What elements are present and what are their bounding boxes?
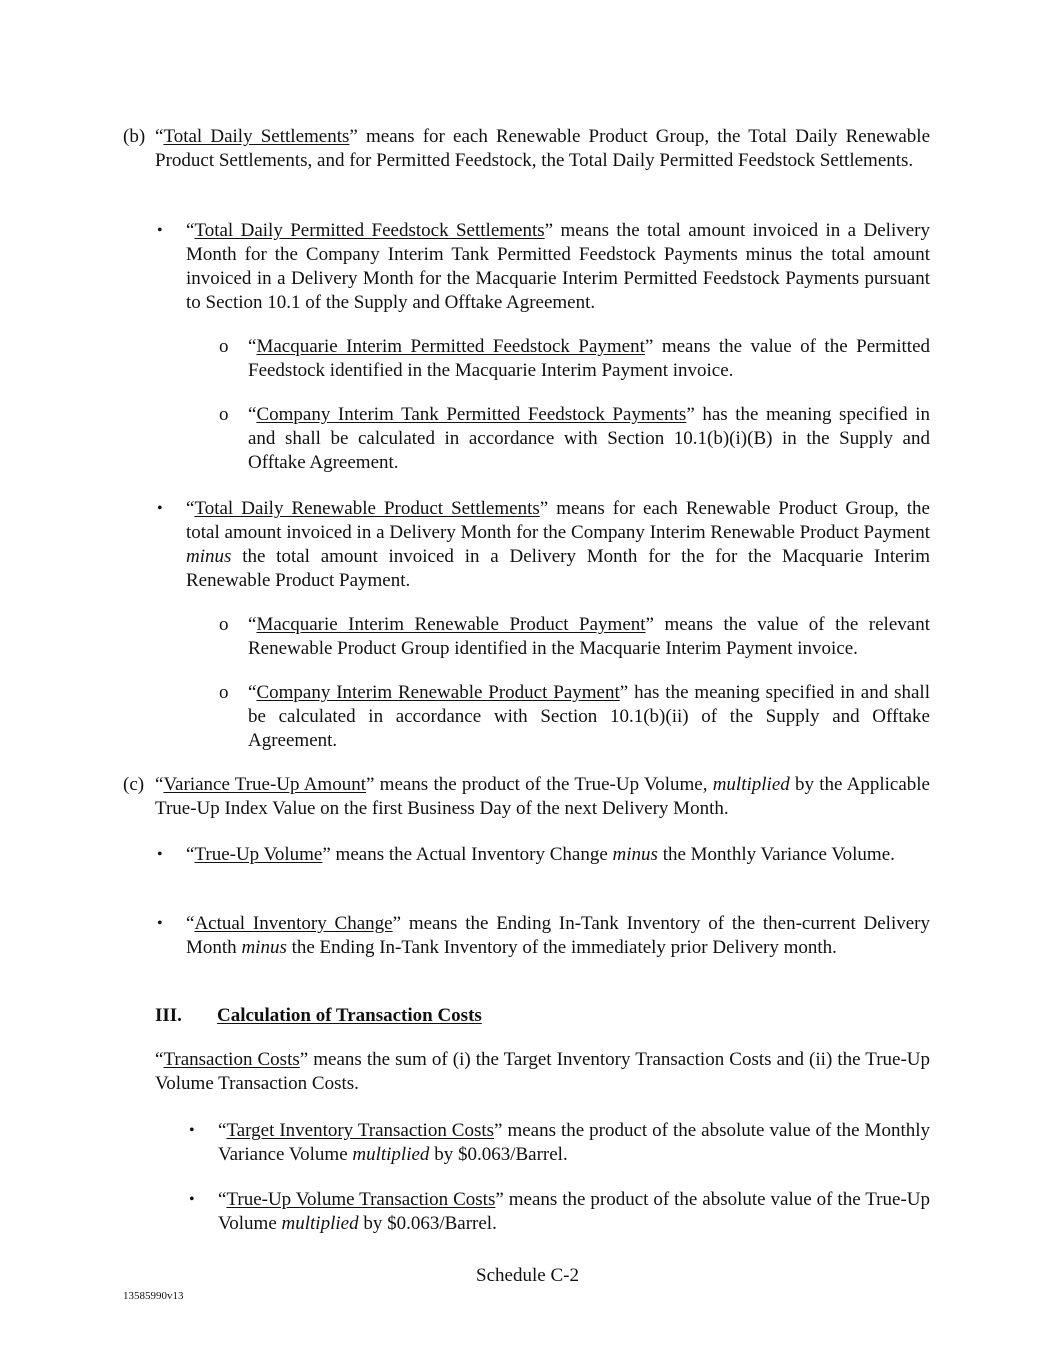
defined-term: Transaction Costs bbox=[163, 1049, 300, 1070]
sub-bullet-marker: o bbox=[219, 614, 229, 635]
defined-term: Company Interim Tank Permitted Feedstock Payments bbox=[256, 404, 687, 425]
defined-term: Variance True-Up Amount bbox=[163, 774, 366, 795]
bullet-total-daily-renewable-product: “Total Daily Renewable Product Settlements” means for each Renewable Product Group, the total amount invoiced in a Delivery Month for the Company Interim Renewable Product Payment minus the total amount invoiced in a Delivery Month for the for the Macquarie Interim Renewable Product Payment. bbox=[186, 498, 930, 591]
clause-c-text: “Variance True-Up Amount” means the product of the True-Up Volume, multiplied by the Applicable True-Up Index Value on the first Business Day of the next Delivery Month. bbox=[155, 774, 930, 819]
sub-macquarie-interim-permitted-feedstock: “Macquarie Interim Permitted Feedstock Payment” means the value of the Permitted Feedstock identified in the Macquarie Interim Payment invoice. bbox=[248, 336, 930, 381]
defined-term: True-Up Volume Transaction Costs bbox=[226, 1189, 496, 1210]
sub-macquarie-interim-renewable-product: “Macquarie Interim Renewable Product Payment” means the value of the relevant Renewable Product Group identified in the Macquarie Interim Payment invoice. bbox=[248, 614, 930, 659]
bullet-total-daily-permitted-feedstock: “Total Daily Permitted Feedstock Settlements” means the total amount invoiced in a Delivery Month for the Company Interim Tank Permitted Feedstock Payments minus the total amount invoiced in a Delivery Month for the Macquarie Interim Permitted Feedstock Payments pursuant to Section 10.1 of the Supply and Offtake Agreement. bbox=[186, 220, 930, 313]
section-title: Calculation of Transaction Costs bbox=[217, 1005, 482, 1026]
document-id: 13585990v13 bbox=[123, 1290, 184, 1302]
clause-b-label: (b) bbox=[123, 126, 146, 147]
defined-term: Target Inventory Transaction Costs bbox=[226, 1120, 495, 1141]
bullet-true-up-volume-transaction-costs: “True-Up Volume Transaction Costs” means the product of the absolute value of the True-Up Volume multiplied by $0.063/Barrel. bbox=[218, 1189, 930, 1234]
transaction-costs-definition: “Transaction Costs” means the sum of (i) the Target Inventory Transaction Costs and (ii) the True-Up Volume Transaction Costs. bbox=[155, 1049, 931, 1094]
defined-term: Actual Inventory Change bbox=[194, 913, 393, 934]
bullet-true-up-volume: “True-Up Volume” means the Actual Inventory Change minus the Monthly Variance Volume. bbox=[186, 844, 895, 865]
page-footer-label: Schedule C-2 bbox=[476, 1265, 579, 1286]
defined-term: Total Daily Renewable Product Settlements bbox=[194, 498, 540, 519]
defined-term: Company Interim Renewable Product Payment bbox=[256, 682, 620, 703]
clause-b-text: “Total Daily Settlements” means for each Renewable Product Group, the Total Daily Renewable Product Settlements, and for Permitted Feedstock, the Total Daily Permitted Feedstock Settlements. bbox=[155, 126, 930, 171]
defined-term: Macquarie Interim Permitted Feedstock Payment bbox=[256, 336, 645, 357]
bullet-marker: • bbox=[189, 1191, 195, 1208]
bullet-marker: • bbox=[157, 222, 163, 239]
section-number: III. bbox=[155, 1005, 182, 1026]
bullet-target-inventory-transaction-costs: “Target Inventory Transaction Costs” means the product of the absolute value of the Monthly Variance Volume multiplied by $0.063/Barrel. bbox=[218, 1120, 930, 1165]
bullet-marker: • bbox=[189, 1122, 195, 1139]
bullet-marker: • bbox=[157, 846, 163, 863]
bullet-marker: • bbox=[157, 500, 163, 517]
bullet-marker: • bbox=[157, 915, 163, 932]
defined-term: Total Daily Settlements bbox=[163, 126, 350, 147]
defined-term: True-Up Volume bbox=[194, 844, 323, 865]
defined-term: Macquarie Interim Renewable Product Payment bbox=[256, 614, 646, 635]
sub-company-interim-tank-permitted-feedstock: “Company Interim Tank Permitted Feedstock Payments” has the meaning specified in and shall be calculated in accordance with Section 10.1(b)(i)(B) in the Supply and Offtake Agreement. bbox=[248, 404, 930, 473]
sub-bullet-marker: o bbox=[219, 682, 229, 703]
defined-term: Total Daily Permitted Feedstock Settlements bbox=[194, 220, 545, 241]
sub-bullet-marker: o bbox=[219, 336, 229, 357]
clause-c-label: (c) bbox=[123, 774, 145, 795]
bullet-actual-inventory-change: “Actual Inventory Change” means the Ending In-Tank Inventory of the then-current Delivery Month minus the Ending In-Tank Inventory of the immediately prior Delivery month. bbox=[186, 913, 930, 958]
sub-bullet-marker: o bbox=[219, 404, 229, 425]
sub-company-interim-renewable-product: “Company Interim Renewable Product Payment” has the meaning specified in and shall be calculated in accordance with Section 10.1(b)(ii) of the Supply and Offtake Agreement. bbox=[248, 682, 930, 751]
